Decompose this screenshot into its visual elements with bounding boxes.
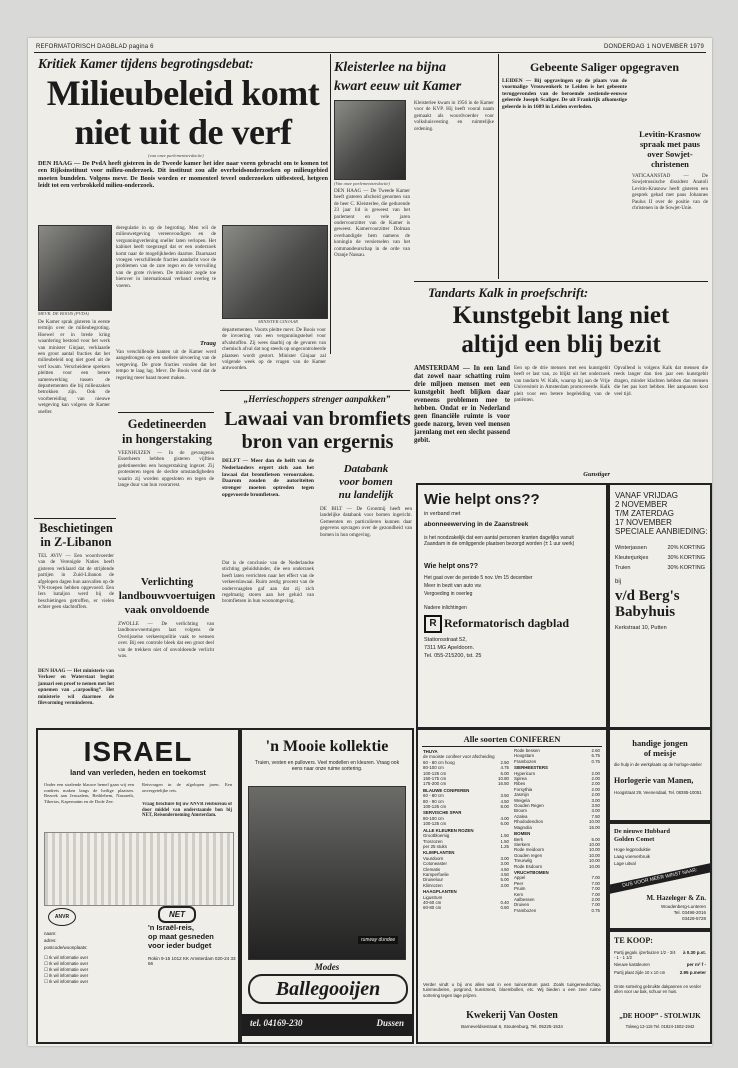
hubbard-title-1: De nieuwe Hubbard [614, 828, 670, 835]
price-row-value: 4.50 [500, 871, 509, 877]
saliger-text: LEIDEN — Bij opgravingen op de plaats van de voormalige Vrouwenkerk te Leiden is het gebeente teruggevonden van de beroemde zestiende-eeuwse geleerde Joseph Scaliger. De uit Frankrijk afkomstige geleerde is in 1609 in Leiden overleden. [502, 78, 627, 110]
coniferen-list-right [514, 748, 600, 913]
price-row-value: 3.00 [500, 882, 509, 888]
bromfiets-headline-1: Lawaai van bromfiets [224, 408, 411, 430]
price-row-name: Kamperfoelie [423, 871, 449, 877]
price-row-value: 2.60 [591, 748, 600, 753]
baby-l1: VANAF VRIJDAG [615, 491, 678, 500]
net-badge: NET [158, 906, 196, 923]
kritiek-headline-1: Milieubeleid komt [46, 73, 320, 113]
israel-address: Rokin 9-15 1012 KK Amsterdam 020-24 33 66 [148, 956, 236, 967]
price-row-value: 4.75 [500, 765, 509, 771]
tekoop-address: Tolweg 13-115 Tel. 01824-1502-1942 [625, 1024, 695, 1029]
price-row-name: 60 - 80 cm [423, 793, 444, 799]
price-row-value: 2.50 [500, 759, 509, 765]
price-row-name: Rode meidoorn [514, 847, 545, 853]
checkbox-label: Ik wil informatie over [49, 973, 89, 978]
price-row-value: 10.00 [589, 847, 600, 853]
price-row-name: Trosrozen [423, 838, 443, 844]
price-row-value: 5.00 [591, 836, 600, 842]
hubbard-l1: Hoge legproduktie [614, 847, 651, 852]
ad-israel [36, 728, 240, 1044]
photo-kleisterlee [334, 100, 406, 180]
kritiek-headline-2: niet uit de verf [74, 112, 292, 152]
ad-handige [608, 728, 712, 822]
levitin-headline-4: christenen [651, 159, 689, 169]
price-row-value: 0.60 [500, 905, 509, 911]
price-row-name: 100-125 cm [423, 804, 447, 810]
price-row-name: Gouden regen [514, 852, 543, 858]
saliger-headline: Gebeente Saliger opgegraven [529, 60, 680, 74]
baby-l4: 17 NOVEMBER [615, 518, 672, 527]
price-row-name: Spirea [514, 776, 527, 782]
price-row-name: Hoogstam [514, 753, 535, 759]
helpt-line4: Wie helpt ons?? [424, 563, 478, 570]
israel-slogan-2: op maat gesneden [148, 932, 214, 941]
page-header-right: DONDERDAG 1 NOVEMBER 1979 [603, 44, 704, 50]
price-row-name: 40-60 cm [423, 899, 442, 905]
verlichting-headline-1: Verlichting [140, 576, 194, 588]
levitin-text: VATICAANSTAD — De Sowjetrussische dissident Anatoli Levitin-Krasnow heeft gisteren een gesprek gehad met paus Johannes Paulus II over de positie van de christenen in de Sowjet-Unie. [632, 173, 708, 212]
price-row-name: Treurwilg [514, 858, 532, 864]
newspaper-page [28, 38, 712, 1046]
baby-l2: 2 NOVEMBER [615, 500, 668, 509]
price-row-value: 3.50 [500, 793, 509, 799]
price-row-value: 7.00 [591, 875, 600, 881]
tekoop-r1v: à 0.30 p.st. [682, 950, 706, 955]
ad-coniferen [416, 728, 608, 1044]
coniferen-list-left [423, 748, 509, 911]
price-row-value: 2.00 [591, 776, 600, 782]
price-row-name: 60 - 80 cm hoog [423, 759, 455, 765]
price-row-value: 0.75 [591, 907, 600, 913]
ballegooijen-brand-pre: Modes [314, 962, 340, 972]
baby-item-3 [615, 565, 705, 571]
traag-heading: Traag [199, 340, 216, 347]
levitin-headline-2: spraak met paus [640, 139, 700, 149]
price-row-name: 80-100 cm [423, 815, 444, 821]
hubbard-l3: Lage uitval [614, 861, 636, 866]
price-row-value: 0.75 [591, 758, 600, 764]
form-field-address[interactable]: adres: [44, 938, 57, 943]
coniferen-address: Barneveldsestraat 6, Stoutenburg, Tel. 05225-1534 [461, 1024, 563, 1029]
checkbox-item[interactable]: ☐ Ik wil informatie over [44, 955, 89, 960]
tekoop-r2v: per m² f - [686, 962, 706, 967]
kritiek-byline: (van onze parlementsredactie) [148, 153, 204, 158]
israel-text: Onder een stralende blauwe hemel gaan wij een rondreis maken langs de heilige plaatsen. Bezoek aan Jeruzalem, Bethlehem, Nazareth, Tiberias, Kapernaüm en de Dode Zee. [44, 782, 134, 804]
price-row-value: 3.00 [591, 808, 600, 814]
price-row-value: 1.50 [500, 833, 509, 839]
beschietingen-lead2: DEN HAAG — Het ministerie van Verkeer en Waterstaat begint januari een proef te nemen met het opnemen van „carpooling”. Het ministerie wil daarmee de filevorming verminderen. [38, 668, 114, 707]
databank-headline-3: nu landelijk [338, 489, 394, 501]
price-row-value: 2.00 [591, 896, 600, 902]
price-row-value: 0.40 [500, 899, 509, 905]
databank-headline-1: Databank [343, 463, 389, 475]
kleisterlee-headline-1: Kleisterlee na bijna [334, 60, 446, 75]
price-row-name: Rode Esdoorn [514, 863, 543, 869]
beschietingen-headline-1: Beschietingen [39, 521, 113, 535]
tekoop-r3: Partij plaat zijde 10 x 10 cm [614, 970, 666, 975]
baby-item-value: 20% KORTING [667, 545, 705, 551]
verlichting-headline-2: landbouwvoertuigen [118, 590, 216, 602]
price-row-name: Gouden Regen [514, 803, 544, 809]
photo-ginjaar [222, 225, 328, 319]
price-row-value: 10.00 [589, 841, 600, 847]
gunstiger-heading: Gunstiger [583, 471, 610, 478]
kalk-headline-2: altijd een blij bezit [461, 331, 661, 358]
hubbard-band: DUS VOOR MEER WINST NAAR: [608, 862, 712, 894]
rd-logo-icon: R [424, 615, 442, 633]
coniferen-section-title: KLIMPLANTEN [423, 850, 455, 856]
price-row-name: Ligustrum [423, 894, 443, 900]
helpt-line1: in verband met [424, 511, 461, 517]
price-row-value: 10.00 [589, 858, 600, 864]
israel-title: ISRAEL [83, 736, 193, 767]
helpt-line5: Het gaat over de periode 5 nov. t/m 15 december [424, 575, 533, 581]
price-row-name: Peer [514, 880, 524, 886]
ballegooijen-sign: runway dundee [358, 936, 398, 944]
coniferen-price-row [423, 844, 509, 849]
price-row-name: Forsythia [514, 786, 533, 792]
price-row-value: 1.50 [500, 838, 509, 844]
coniferen-price-row [423, 821, 509, 826]
verlichting-text: ZWOLLE — De verlichting van landbouwvoertuigen laat volgens de Overijsselse verkeerspolitie vaak te wensen over. Bij een controle bleek dat een groot deel van de trekkers niet of onvoldoende verlicht was. [118, 621, 214, 660]
price-row-name: Broom [514, 808, 527, 814]
ad-wie-helpt-ons [416, 483, 608, 729]
baby-item-name: Winterjassen [615, 545, 647, 551]
price-row-value: 5.00 [500, 877, 509, 883]
kritiek-col1: De Kamer sprak gisteren in eerste termijn over de milieubegroting. Hoewel er in brede kring waardering bestond voor het werk van minister Ginjaar, verklaarde een groot aantal fracties dat het milieubeleid nog niet goed uit de verf kwam. Verscheidene sprekers pleitten voor een betere samenwerking tussen de departementen die bij milieuzaken betrokken zijn. Ook de voorbereiding van nieuwe wetgeving kan volgens de Kamer sneller. [38, 319, 110, 415]
coniferen-header: Alle soorten CONIFEREN [463, 734, 561, 744]
baby-item-name: Truien [615, 565, 631, 571]
price-row-name: per 25 stuks [423, 843, 447, 849]
price-row-name: Rhododendron [514, 819, 544, 825]
bromfiets-headline-2: bron van ergernis [241, 431, 394, 453]
gedetineerden-headline-1: Gedetineerden [127, 417, 207, 431]
checkbox-item[interactable]: ☐ Ik wil informatie over [44, 973, 89, 978]
baby-address: Kerkstraat 10, Putten [615, 625, 667, 631]
ad-tekoop [608, 930, 712, 1044]
ad-ballegooijen [240, 728, 414, 1044]
price-row-name: Vuurdoorn [423, 855, 444, 861]
beschietingen-headline-2: in Z-Libanon [40, 535, 112, 549]
anvr-logo: ANVR [48, 908, 76, 926]
gedetineerden-text: VEENHUIZEN — In de gevangenis Esserheem hebben gisteren vijftien gedetineerden een hongerstaking ingezet. Zij protesteren tegen de slechte omstandigheden waarin zij worden opgesloten en tegen de lange duur van hun voorarrest. [118, 450, 214, 489]
kleisterlee-text2: Kleisterlee kwam in 1956 in de Kamer voor de KVP. Hij heeft vooral naam gemaakt als woordvoerder voor volkshuisvesting en ruimtelijke ordening. [414, 100, 494, 132]
price-row-value: 3.00 [591, 797, 600, 803]
price-row-name: Klimrozen [423, 882, 443, 888]
bromfiets-lede: DELFT — Meer dan de helft van de Nederlanders ergert zich aan het lawaai dat bromfietsen veroorzaken. Daarom zouden de autoriteiten strenger moeten optreden tegen opgevoerde bromfietsen. [222, 458, 314, 498]
kalk-text: AMSTERDAM — In een land dat zowel naar schatting ruim drie miljoen mensen met een kunstgebit heeft blijken daar eveneens problemen mee te hebben. Ondat er in Nederland geen financiële ruimte is voor goede nazorg, leven veel mensen jarenlang met een slecht passend gebit. [414, 365, 510, 444]
kleisterlee-headline-2: kwart eeuw uit Kamer [334, 79, 462, 94]
handige-title-2: of meisje [643, 748, 677, 758]
price-row-value: 2.00 [591, 781, 600, 787]
header-rule [34, 52, 706, 53]
helpt-line7: Vergoeding in overleg [424, 591, 473, 597]
page-header-left: REFORMATORISCH DAGBLAD pagina 6 [36, 44, 154, 50]
checkbox-label: Ik wil informatie over [49, 961, 89, 966]
price-row-name: Berk [514, 836, 524, 842]
hubbard-phone-1: Tel. 03498-2016 [673, 910, 706, 915]
hubbard-city: Woudenberg-Lunteren [661, 904, 706, 909]
coniferen-section-title: BLAUWE CONIFEREN [423, 787, 470, 793]
tekoop-brand: „DE HOOP” - STOLWIJK [619, 1012, 701, 1020]
checkbox-item[interactable]: ☐ Ik wil informatie over [44, 979, 89, 984]
col-rule-1 [330, 54, 331, 354]
photo-de-boois [38, 225, 112, 311]
coniferen-section-title: VRUCHTBOMEN [514, 869, 549, 875]
coniferen-brand: Kwekerij Van Oosten [466, 1010, 558, 1021]
israel-slogan-1: 'n Israël-reis, [148, 923, 194, 932]
coniferen-rule [422, 746, 602, 747]
price-row-value: 8.00 [500, 804, 509, 810]
baby-item-value: 30% KORTING [667, 565, 705, 571]
databank-headline-2: voor bomen [339, 476, 393, 488]
price-row-value: 4.50 [500, 866, 509, 872]
coniferen-price-row [514, 825, 600, 830]
coniferen-section-title: SERVISCHE SPAR [423, 810, 462, 816]
tekoop-title: TE KOOP: [614, 936, 653, 945]
kritiek-col2: deregulatie in op de begroting. Men wil de milieuwetgeving vereenvoudigen en de vergunningverlening sneller laten verlopen. Het kabinet heeft toegezegd dat er een onderzoek komt naar de mogelijkheden daartoe. Daarnaast vroegen verschillende fracties aandacht voor de problemen van de zure regen en de vervuiling van de grote rivieren. De minister zegde toe hierover in internationaal verband overleg te voeren. [116, 225, 216, 289]
coniferen-section-title: BOMEN [514, 831, 531, 837]
kleisterlee-text: DEN HAAG — De Tweede Kamer heeft gisteren afscheid genomen van de heer C. Kleisterlee, die gedurende 23 jaar lid is geweest van het parlement en vele jaren ondervoorzitter van de Kamer is geweest. Kamervoorzitter Dolman overhandigde hem namens de koningin de versierselen van het commandeurschap in de orde van Oranje Nassau. [334, 188, 410, 259]
ballegooijen-city: Dussen [376, 1018, 404, 1028]
photo-de-boois-caption: MEVR. DE BOOIS (PVDA) [38, 311, 90, 316]
price-row-name: Ribes [514, 781, 526, 787]
checkbox-item[interactable]: ☐ Ik wil informatie over [44, 961, 89, 966]
checkbox-item[interactable]: ☐ Ik wil informatie over [44, 967, 89, 972]
helpt-line6: Meer in bezit van auto vw. [424, 583, 482, 589]
handige-text: die hulp in de werkplaats op de horloge-atelier [614, 762, 702, 767]
kleisterlee-byline: (Van onze parlementsredactie) [334, 181, 390, 186]
rule-bromfiets [220, 390, 410, 391]
baby-item-value: 30% KORTING [667, 555, 705, 561]
ballegooijen-phone: tel. 04169-230 [250, 1018, 303, 1028]
price-row-value: 15.00 [589, 824, 600, 830]
handige-title-1: handige jongen [632, 738, 688, 748]
price-row-name: Appel [514, 875, 526, 881]
price-row-value: 3.50 [591, 803, 600, 809]
checkbox-label: Ik wil informatie over [49, 967, 89, 972]
hubbard-brand: M. Hazeleger & Zn. [646, 894, 706, 902]
handige-brand: Horlogerie van Manen, [614, 776, 694, 785]
col-rule-2 [498, 54, 499, 279]
coniferen-price-row [514, 759, 600, 764]
price-row-name: de mooiste conifeer voor afscheiding [423, 754, 495, 760]
helpt-city: 7311 MG Apeldoorn. [424, 645, 475, 651]
tekoop-r3v: 2.95 p.meter [679, 970, 706, 975]
baby-brand-1: v/d Berg's [615, 588, 680, 604]
coniferen-price-row [423, 905, 509, 910]
price-row-name: Frambozen [514, 907, 537, 913]
price-row-value: 10.80 [498, 776, 509, 782]
israel-illustration [44, 832, 234, 906]
baby-bij: bij [615, 579, 622, 585]
kalk-kicker: Tandarts Kalk in proefschrift: [428, 285, 589, 300]
kalk-headline-1: Kunstgebit lang niet [452, 302, 670, 329]
price-row-value: 7.00 [591, 880, 600, 886]
verlichting-headline-3: vaak onvoldoende [124, 604, 210, 616]
helpt-line3: is het noodzakelijk dat een aantal personen kranten dagelijks vanuit Zaandam in de omliggende plaatsen bezorgd worden (± 1 uur werk) [424, 535, 575, 547]
price-row-name: 100-125 cm [423, 821, 447, 827]
ballegooijen-brand: Ballegooijen [248, 974, 408, 1004]
price-row-value: 10.00 [589, 863, 600, 869]
price-row-value: 7.50 [591, 813, 600, 819]
price-row-name: 100-125 cm [423, 770, 447, 776]
price-row-name: Frambozen [514, 758, 537, 764]
price-row-name: Grootbloemig [423, 833, 450, 839]
kritiek-kicker: Kritiek Kamer tijdens begrotingsdebat: [38, 56, 254, 71]
ballegooijen-headline: 'n Mooie kollektie [265, 738, 389, 755]
coniferen-price-row [514, 908, 600, 913]
price-row-name: Weigela [514, 797, 530, 803]
baby-item-1 [615, 545, 705, 551]
price-row-name: Hypericum [514, 770, 535, 776]
israel-form[interactable] [44, 930, 144, 951]
israel-text3: Reisvragen in de afgelopen jaren. Een onvergetelijke reis. [142, 782, 232, 793]
traag-text: Van verschillende kanten uit de Kamer werd aangedrongen op een snellere uitvoering van de wetgeving. De grote fracties vonden dat het tempo te laag lag. Mevr. De Boois vond dat de regering meer haast moest maken. [116, 349, 216, 381]
bromfiets-text: Dat is de conclusie van de Nederlandse stichting geluidshinder, die een onderzoek heeft laten verrichten naar het effect van de verkeerslawaai. Ruim zestig procent van de ondervraagden gaf aan dat zij zich regelmatig storen aan het geluid van bromfietsen in hun woonomgeving. [222, 560, 314, 605]
kalk-col2: Een op de drie mensen met een kunstgebit heeft er last van, zo blijkt uit het onderzoek van tandarts W. Kalk, waarop hij aan de Vrije Universiteit in Amsterdam promoveerde. Kalk pleit voor een betere begeleiding van de patiënten. [514, 365, 610, 404]
price-row-name: 80 - 90 cm [423, 798, 444, 804]
baby-l3: T/M ZATERDAG [615, 509, 674, 518]
price-row-value: 6.00 [500, 821, 509, 827]
price-row-name: Pruim [514, 886, 526, 892]
price-row-name: 80-100 cm [423, 765, 444, 771]
price-row-value: 2.00 [591, 786, 600, 792]
tekoop-r1: Partij gegalv. ijzerbuizen 1/2 - 3/4 - 1 - 1 1/2 [614, 950, 676, 960]
coniferen-price-row [514, 864, 600, 869]
handige-address: Hoogstraat 29, Veenendaal, Tel. 08385-10051 [614, 790, 702, 795]
price-row-value: 2.00 [591, 770, 600, 776]
price-row-name: Rode bessen [514, 748, 540, 753]
coniferen-price-row [423, 781, 509, 786]
hubbard-title-2: Golden Comet [614, 836, 655, 843]
form-field-city[interactable]: postcode/woonplaats: [44, 945, 88, 950]
coniferen-price-row [423, 804, 509, 809]
price-row-value: 3.00 [500, 861, 509, 867]
kritiek-col3: departementen. Voorts pleitte mevr. De Boois voor de invoering van een vergunningstelsel voor afvalstoffen. Zij wees daarbij op de gevaren van chemisch afval dat nog steeds op ongecontroleerde plaatsen wordt gestort. Minister Ginjaar zal volgende week op de vragen van de Kamer antwoorden. [222, 327, 326, 372]
price-row-value: 10.00 [589, 852, 600, 858]
helpt-address: Stationsstraat 52, [424, 637, 467, 643]
photo-models [248, 786, 406, 960]
helpt-line2: abonneewerving in de Zaanstreek [424, 521, 529, 528]
price-row-name: 175-200 cm [423, 781, 447, 787]
israel-subtitle: land van verleden, heden en toekomst [70, 768, 206, 777]
price-row-name: 150-175 cm [423, 776, 447, 782]
helpt-logo: Reformatorisch dagblad [444, 616, 569, 630]
price-row-name: Jasmijn [514, 792, 529, 798]
checkbox-label: Ik wil informatie over [49, 955, 89, 960]
price-row-value: 7.00 [591, 891, 600, 897]
israel-slogan-3: voor ieder budget [148, 941, 212, 950]
kalk-col3: Opvallend is volgens Kalk dat mensen die reeds langer dan tien jaar een kunstgebit dragen, minder klachten hebben dan mensen die het pas kort hebben. Het aanpassen kost veel tijd. [614, 365, 708, 397]
beschietingen-text: TEL AVIV — Een woordvoerder van de Verenigde Naties heeft gisteren verklaard dat de strijdende partijen in Zuid-Libanon de afgelopen dagen hun aanvallen op de VN-troepen hebben opgevoerd. Een Iers bataljon werd bij de beschietingen getroffen, er vielen echter geen slachtoffers. [38, 553, 114, 611]
tekoop-r4: Grote sortering gebruikte dakpannen en verder allen voor uw bak, schuur en huis. [614, 984, 702, 994]
price-row-value: 6.00 [500, 770, 509, 776]
rule-gedetineerden [118, 412, 214, 413]
price-row-value: 6.75 [591, 753, 600, 759]
hubbard-l2: Laag voerverbruik [614, 854, 651, 859]
helpt-headline: Wie helpt ons?? [424, 491, 540, 508]
price-row-name: Druiveluur [423, 877, 444, 883]
price-row-name: Kers [514, 891, 524, 897]
price-row-value: 4.50 [500, 798, 509, 804]
helpt-phone: Tel. 055-215200, tst. 25 [424, 653, 482, 659]
coniferen-footer: Verder vindt u bij ons alles wat in een tuincentrum past. Zoals tuingereedschap, tuinmeubelen, potgrond, kunstmest, bloembollen, etc. Wij bieden u een zeer ruime sortering tegen lage prijzen. [423, 982, 601, 998]
form-field-name[interactable]: naam: [44, 931, 57, 936]
tekoop-r2: Nieuwe kastdeuren [614, 962, 650, 967]
price-row-name: Azalea [514, 813, 528, 819]
price-row-name: Aalbessen [514, 896, 535, 902]
price-row-value: 7.00 [591, 902, 600, 908]
israel-text2: Vraag brochure bij uw ANVR reisbureau of door middel van onderstaande bon bij NET, Reisonderneming Amsterdam. [142, 802, 232, 819]
israel-checklist[interactable] [44, 955, 144, 985]
price-row-value: 7.00 [591, 886, 600, 892]
rule-kalk [414, 281, 708, 282]
ballegooijen-text: Truien, vesten en pullovers. Veel modellen en kleuren. Vraag ook eens naar onze ruime sortering. [254, 760, 400, 773]
baby-item-name: Kleuterjurkjes [615, 555, 649, 561]
coniferen-section-title: THUYA [423, 749, 438, 754]
kritiek-lede: DEN HAAG — De PvdA heeft gisteren in de Tweede kamer het idee naar voren gebracht om te komen tot een Rijksinstituut voor milieu-onderzoek. Dit instituut zou alle overheidsonderzoeken op milieugebied moeten bundelen. Volgens mevr. De Boois worden er momenteel teveel onderzoeken uitbesteed, hetgeen leidt tot een verbrokkeld milieu-onderzoek. [38, 160, 328, 190]
coniferen-section-title: HAAGPLANTEN [423, 889, 457, 895]
price-row-value: 2.00 [591, 792, 600, 798]
price-row-name: Sierkers [514, 841, 531, 847]
coniferen-section-title: ALLE KLEUREN ROZEN [423, 827, 474, 833]
price-row-name: Magnolia [514, 824, 532, 830]
checkbox-label: Ik wil informatie over [49, 979, 89, 984]
databank-text: DE BILT — De Grontmij heeft een landelijke databank voor bomen ingericht. Gemeenten en particulieren kunnen daar gegevens opvragen over de gezondheid van bomen in hun omgeving. [320, 506, 412, 538]
price-row-value: 4.00 [500, 815, 509, 821]
baby-item-2 [615, 555, 705, 561]
levitin-headline-3: over Sowjet- [647, 149, 693, 159]
price-row-value: 1.25 [500, 843, 509, 849]
price-row-value: 16.50 [498, 781, 509, 787]
levitin-headline-1: Levitin-Krasnow [639, 129, 701, 139]
helpt-line8: Nadere inlichtingen [424, 605, 467, 611]
price-row-name: Cotoneaster [423, 861, 447, 867]
price-row-name: 60-80 cm [423, 905, 442, 911]
baby-l5: SPECIALE AANBIEDING: [615, 527, 708, 536]
ad-babyhuis [608, 483, 712, 729]
coniferen-section-title: SIERHEESTERS [514, 765, 548, 771]
gedetineerden-headline-2: in hongerstaking [122, 432, 212, 446]
price-row-value: 10.00 [589, 819, 600, 825]
rule-beschietingen [34, 518, 116, 519]
coniferen-price-row [423, 883, 509, 888]
photo-ginjaar-caption: MINISTER GINJAAR [258, 319, 298, 324]
price-row-name: Clematis [423, 866, 441, 872]
bromfiets-kicker: „Herrieschoppers strenger aanpakken” [243, 394, 391, 404]
price-row-value: 3.00 [500, 855, 509, 861]
price-row-name: Druiven [514, 902, 530, 908]
ad-hubbard [608, 822, 712, 930]
hubbard-phone-2: 03429-5728 [681, 916, 706, 921]
baby-brand-2: Babyhuis [615, 604, 676, 620]
